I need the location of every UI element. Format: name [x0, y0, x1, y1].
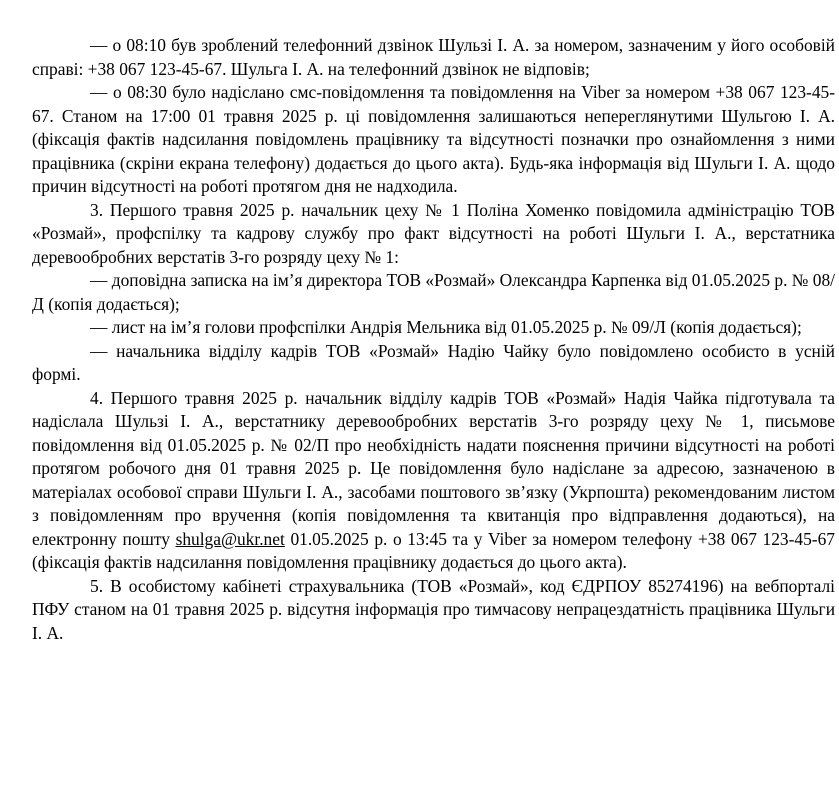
paragraph-item-4-tail: 01.05.2025 р. о 13:45 та у Viber за номером телефону +38 067 123-45-67 (фіксація фактів надсилання повідомлення працівнику додається до цього акта). [32, 528, 835, 572]
paragraph-letter-union: — лист на ім’я голови профспілки Андрія Мельника від 01.05.2025 р. № 09/Л (копія додається); [90, 317, 802, 337]
paragraph-item-4-text: 4. Першого травня 2025 р. начальник відділу кадрів ТОВ «Розмай» Надія Чайка підготувала та надіслала Шульзі І. А., верстатнику деревообробних верстатів 3-го розряду цеху № 1, письмове повідомлення від 01.05.2025 р. № 02/П про необхідність надати пояснення причини відсутності на роботі протягом робочого дня 01 травня 2025 р. Це повідомлення було надіслане за адресою, зазначеною в матеріалах особової справи Шульги І. А., засобами поштового зв’язку (Укрпошта) рекомендованим листом з повідомленням про вручення (копія повідомлення та квитанція про відправлення додаються), на електронну пошту [32, 387, 835, 549]
paragraph-item-5: 5. В особистому кабінеті страхувальника (ТОВ «Розмай», код ЄДРПОУ 85274196) на вебпорталі ПФУ станом на 01 травня 2025 р. відсутня інформація про тимчасову непрацездатність працівника Шульги І. А. [32, 575, 835, 643]
email-link[interactable]: shulga@ukr.net [175, 528, 285, 549]
paragraph-item-3: 3. Першого травня 2025 р. начальник цеху № 1 Поліна Хоменко повідомила адміністрацію ТОВ «Розмай», профспілку та кадрову службу про факт відсутності на роботі Шульги І. А., верстатника деревообробних верстатів 3-го розряду цеху № 1: [32, 199, 835, 267]
paragraph-hr-oral: — начальника відділу кадрів ТОВ «Розмай» Надію Чайку було повідомлено особисто в усній формі. [32, 340, 835, 384]
paragraph-memo-director: — доповідна записка на ім’я директора ТОВ «Розмай» Олександра Карпенка від 01.05.2025 р. № 08/Д (копія додається); [32, 270, 835, 314]
paragraph-call-0810: — о 08:10 був зроблений телефонний дзвінок Шульзі І. А. за номером, зазначеним у його особовій справі: +38 067 123-45-67. Шульга І. А. на телефонний дзвінок не відповів; [32, 35, 835, 79]
paragraph-sms-0830: — о 08:30 було надіслано смс-повідомлення та повідомлення на Viber за номером +38 067 123-45-67. Станом на 17:00 01 травня 2025 р. ці повідомлення залишаються непереглянутими Шульгою І. А. (фіксація фактів надсилання повідомлень працівнику та відсутності позначки про ознайомлення з ними працівника (скріни екрана телефону) додається до цього акта). Будь-яка інформація від Шульги І. А. щодо причин відсутності на роботі протягом дня не надходила. [32, 82, 835, 196]
document-body [32, 34, 835, 645]
paragraph-item-4 [32, 387, 835, 575]
